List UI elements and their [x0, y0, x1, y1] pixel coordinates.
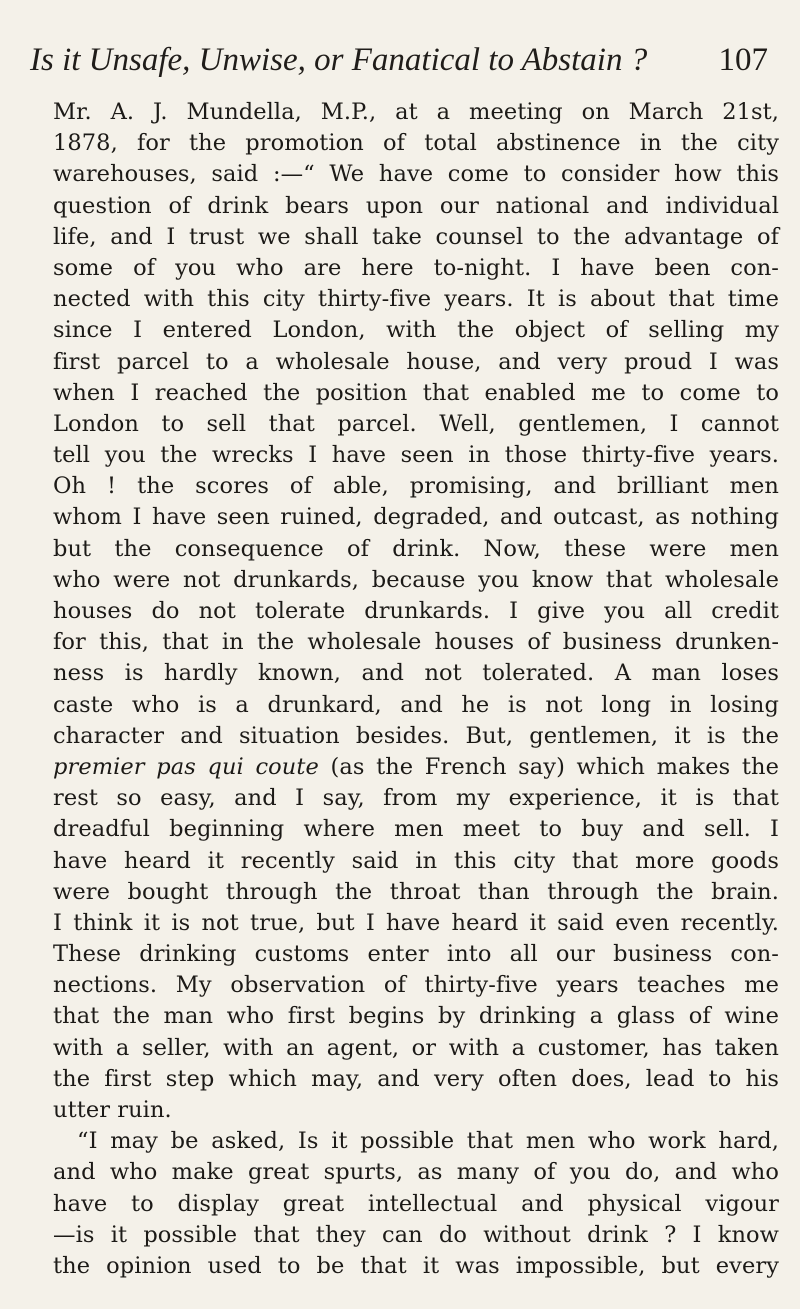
text-line: “I may be asked, Is it possible that men who work hard,	[77, 1128, 779, 1155]
text-line: character and situation besides. But, gentlemen, it is the	[53, 722, 779, 749]
text-line: were bought through the throat than through the brain.	[53, 878, 779, 905]
text-line: nections. My observation of thirty-five years teaches me	[53, 972, 779, 999]
text-line: warehouses, said :—“ We have come to consider how this	[53, 161, 779, 188]
text-line: life, and I trust we shall take counsel to the advantage of	[53, 223, 779, 250]
line-remainder: (as the French say) which makes the	[318, 753, 779, 780]
text-line: houses do not tolerate drunkards. I give you all credit	[53, 598, 779, 624]
text-line-italic-phrase	[53, 752, 779, 783]
text-line: nected with this city thirty-five years. It is about that time	[53, 286, 779, 313]
text-line: tell you the wrecks I have seen in those thirty-five years.	[53, 442, 779, 469]
text-line: for this, that in the wholesale houses of business drunken-	[53, 629, 779, 656]
text-line: the first step which may, and very often does, lead to his	[53, 1065, 779, 1092]
text-line: utter ruin.	[53, 1097, 172, 1123]
body-text	[53, 97, 779, 1282]
text-line: whom I have seen ruined, degraded, and outcast, as nothing	[53, 504, 779, 531]
text-line: Oh ! the scores of able, promising, and brilliant men	[53, 473, 779, 500]
text-line: that the man who first begins by drinking a glass of wine	[53, 1003, 779, 1030]
text-line: ness is hardly known, and not tolerated. A man loses	[53, 660, 779, 687]
text-line: question of drink bears upon our national and individual	[53, 192, 779, 219]
text-line: have heard it recently said in this city that more goods	[53, 847, 779, 874]
text-line: These drinking customs enter into all our business con-	[53, 941, 779, 968]
text-line: first parcel to a wholesale house, and very proud I was	[53, 348, 779, 375]
text-line: I think it is not true, but I have heard it said even recently.	[53, 909, 779, 936]
running-head-title: Is it Unsafe, Unwise, or Fanatical to Abstain ?	[30, 42, 648, 78]
text-line: caste who is a drunkard, and he is not long in losing	[53, 691, 779, 718]
text-line: when I reached the position that enabled me to come to	[53, 379, 779, 406]
text-line: 1878, for the promotion of total abstinence in the city	[53, 130, 779, 157]
italic-phrase: premier pas qui coute	[53, 753, 319, 780]
text-line: the opinion used to be that it was impossible, but every	[53, 1252, 779, 1279]
text-line: have to display great intellectual and physical vigour	[53, 1190, 779, 1217]
text-line: since I entered London, with the object of selling my	[53, 317, 779, 344]
page-number: 107	[718, 42, 768, 78]
text-line: rest so easy, and I say, from my experience, it is that	[53, 785, 779, 812]
text-line: who were not drunkards, because you know that wholesale	[53, 566, 779, 593]
text-line: and who make great spurts, as many of you do, and who	[53, 1159, 779, 1186]
text-line: with a seller, with an agent, or with a customer, has taken	[53, 1034, 779, 1061]
text-line: some of you who are here to-night. I have been con-	[53, 254, 779, 281]
text-line: London to sell that parcel. Well, gentlemen, I cannot	[53, 410, 779, 437]
text-line: dreadful beginning where men meet to buy and sell. I	[53, 816, 779, 843]
text-line: Mr. A. J. Mundella, M.P., at a meeting on March 21st,	[53, 99, 779, 125]
text-line: —is it possible that they can do without drink ? I know	[53, 1221, 779, 1248]
text-line: but the consequence of drink. Now, these were men	[53, 535, 779, 562]
